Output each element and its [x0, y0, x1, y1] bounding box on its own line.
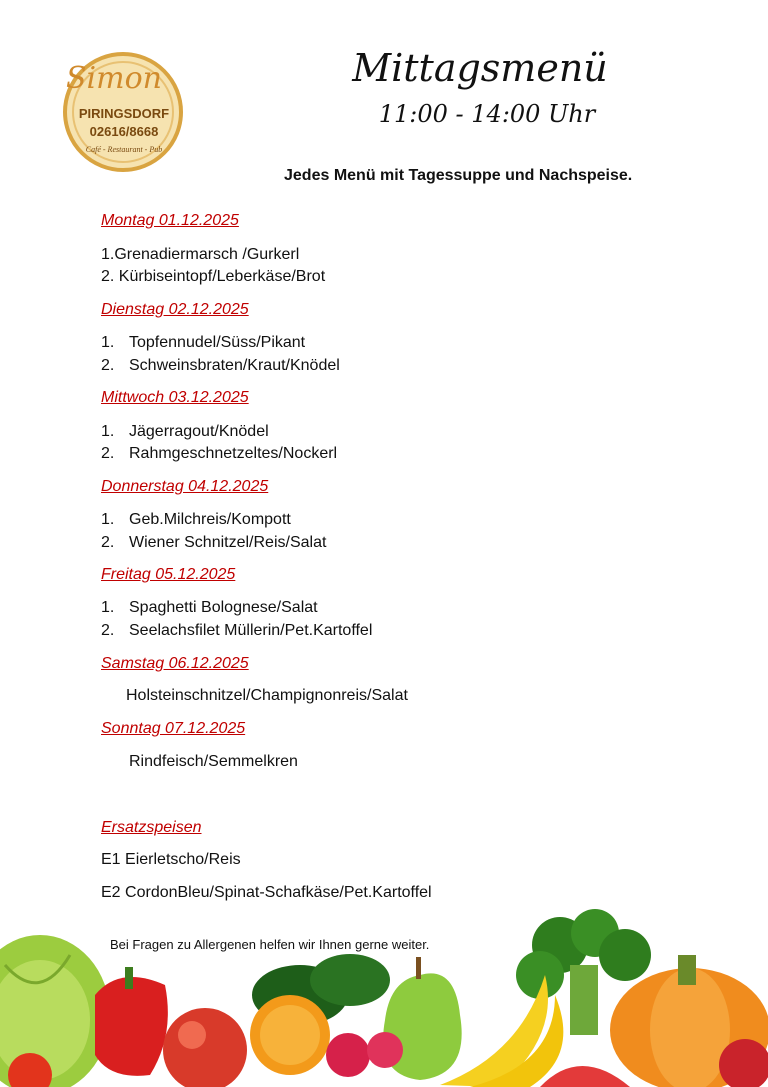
- vegetables-illustration: [0, 905, 768, 1087]
- menu-item-friday-2: Seelachsfilet Müllerin/Pet.Kartoffel: [129, 622, 373, 639]
- menu-item-number: 2.: [101, 445, 115, 462]
- restaurant-logo: [54, 46, 192, 172]
- allergen-note: Bei Fragen zu Allergenen helfen wir Ihnen gerne weiter.: [110, 937, 430, 952]
- menu-item-number: 1.: [101, 334, 115, 351]
- menu-item-thursday-1: Geb.Milchreis/Kompott: [129, 511, 291, 528]
- day-heading-wednesday: Mittwoch 03.12.2025: [101, 389, 249, 406]
- menu-item-wednesday-2: Rahmgeschnetzeltes/Nockerl: [129, 445, 338, 462]
- day-heading-thursday: Donnerstag 04.12.2025: [101, 478, 269, 495]
- menu-item-number: 1.: [101, 599, 115, 616]
- menu-title: Mittagsmenü: [352, 46, 608, 90]
- day-heading-friday: Freitag 05.12.2025: [101, 566, 236, 583]
- day-heading-sunday: Sonntag 07.12.2025: [101, 720, 246, 737]
- logo-phone: 02616/8668: [89, 124, 159, 139]
- menu-item-wednesday-1: Jägerragout/Knödel: [129, 423, 269, 440]
- menu-item-tuesday-1: Topfennudel/Süss/Pikant: [129, 334, 306, 351]
- alternatives-heading: Ersatzspeisen: [101, 819, 202, 836]
- menu-item-number: 1.: [101, 511, 115, 528]
- menu-item-thursday-2: Wiener Schnitzel/Reis/Salat: [129, 534, 327, 551]
- menu-hours: 11:00 - 14:00 Uhr: [378, 100, 596, 128]
- day-heading-monday: Montag 01.12.2025: [101, 212, 239, 229]
- menu-item-number: 2.: [101, 357, 115, 374]
- alternative-item-2: E2 CordonBleu/Spinat-Schafkäse/Pet.Kartoffel: [101, 884, 432, 901]
- day-heading-saturday: Samstag 06.12.2025: [101, 655, 249, 672]
- menu-item-friday-1: Spaghetti Bolognese/Salat: [129, 599, 318, 616]
- alternative-item-1: E1 Eierletscho/Reis: [101, 851, 241, 868]
- logo-tagline: Café - Restaurant - Pub: [85, 145, 163, 154]
- day-heading-tuesday: Dienstag 02.12.2025: [101, 301, 249, 318]
- menu-item-tuesday-2: Schweinsbraten/Kraut/Knödel: [129, 357, 340, 374]
- menu-item-number: 2.: [101, 622, 115, 639]
- menu-subtitle: Jedes Menü mit Tagessuppe und Nachspeise.: [284, 167, 633, 184]
- menu-item-saturday-1: Holsteinschnitzel/Champignonreis/Salat: [126, 687, 408, 704]
- menu-item-number: 2.: [101, 534, 115, 551]
- menu-item-sunday-1: Rindfeisch/Semmelkren: [129, 753, 298, 770]
- menu-item-monday-1: 1.Grenadiermarsch /Gurkerl: [101, 246, 300, 263]
- logo-script-name: Simon: [66, 61, 162, 96]
- menu-item-number: 1.: [101, 423, 115, 440]
- logo-place: PIRINGSDORF: [78, 106, 170, 121]
- menu-item-monday-2: 2. Kürbiseintopf/Leberkäse/Brot: [101, 268, 326, 285]
